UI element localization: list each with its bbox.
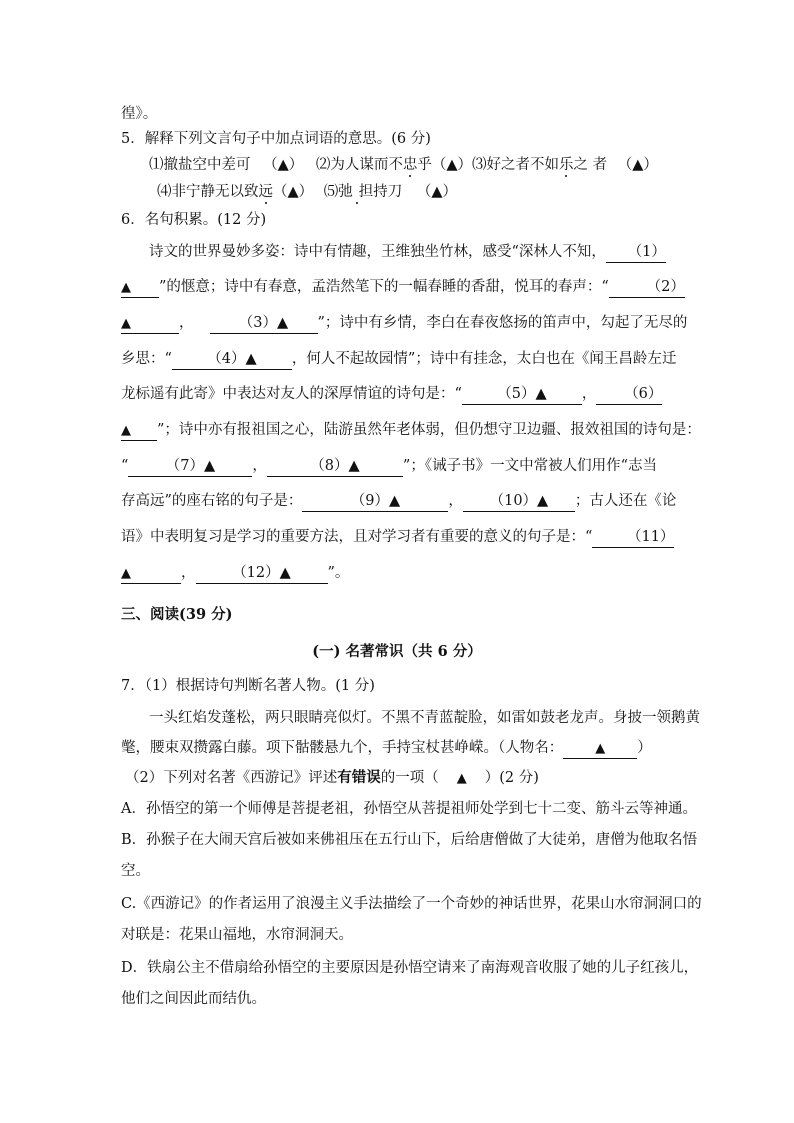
blank-6[interactable]: （6） — [596, 385, 662, 405]
q6-title: 6．名句积累。(12 分) — [121, 212, 267, 228]
blank-9[interactable]: （9）▲ — [302, 492, 448, 512]
section-3-title: 三、阅读(39 分) — [121, 606, 233, 623]
answer-blank[interactable]: ▲ — [456, 771, 467, 786]
blank-5[interactable]: （5）▲ — [462, 385, 582, 405]
q5-title: 5．解释下列文言句子中加点词语的意思。(6 分) — [121, 131, 431, 147]
q6-line10: ▲ ， （12）▲ ”。 — [121, 563, 349, 584]
line-top: 徨》。 — [121, 106, 158, 122]
dotted-char: 忠 — [402, 157, 418, 173]
q7-part2: （2）下列对名著《西游记》评述有错误的一项（ ▲ ）(2 分) — [125, 769, 539, 786]
blank-11[interactable]: （11） — [592, 528, 674, 548]
blank-11-cont[interactable]: ▲ — [121, 564, 181, 584]
q7-poem-line1: 一头红焰发蓬松，两只眼睛亮似灯。不黑不青蓝靛脸，如雷如鼓老龙声。身披一领鹅黄 — [149, 710, 700, 726]
option-b-line1: B．孙猴子在大闹天宫后被如来佛祖压在五行山下，后给唐僧做了大徒弟，唐僧为他取名悟 — [121, 832, 698, 848]
blank-10[interactable]: （10）▲ — [463, 492, 575, 512]
q5-row2: ⑷非宁静无以致远（▲） ⑸弛 担持刀 （▲） — [157, 184, 458, 200]
q6-line4: 乡思：“ （4）▲ ，何人不起故园情”；诗中有挂念，太白也在《闻王昌龄左迁 — [121, 349, 676, 370]
q6-line2: ▲ ”的惬意；诗中有春意，孟浩然笔下的一幅春睡的香甜，悦耳的春声：“ （2） — [121, 277, 685, 298]
q7-part1: 7．（1）根据诗句判断名著人物。(1 分) — [121, 678, 375, 694]
q6-line6: ▲ ”；诗中亦有报祖国之心，陆游虽然年老体弱，但仍想守卫边疆、报效祖国的诗句是： — [121, 420, 701, 441]
option-c-line2: 对联是：花果山福地，水帘洞洞天。 — [121, 927, 353, 943]
q6-line3: ▲ ， （3）▲ ”；诗中有乡情，李白在春夜悠扬的笛声中，勾起了无尽的 — [121, 313, 687, 334]
blank-12[interactable]: （12）▲ — [196, 564, 328, 584]
blank-3[interactable]: （3）▲ — [210, 314, 318, 334]
blank-4[interactable]: （4）▲ — [172, 350, 292, 370]
q6-line5: 龙标遥有此寄》中表达对友人的深厚情谊的诗句是：“ （5）▲ ， （6） — [121, 384, 662, 405]
q5-row1: ⑴撤盐空中差可 （▲） ⑵为人谋而不忠乎（▲）⑶好之者不如乐之 者 （▲） — [149, 157, 658, 173]
section-3-subtitle: (一) 名著常识（共 6 分） — [312, 643, 482, 660]
option-c-line1: C.《西游记》的作者运用了浪漫主义手法描绘了一个奇妙的神话世界，花果山水帘洞洞口的 — [121, 896, 702, 912]
option-b-line2: 空。 — [121, 863, 150, 879]
q6-line7: “ （7）▲ ， （8）▲ ”；《诫子书》一文中常被人们用作“志当 — [121, 456, 657, 477]
character-name-blank[interactable]: ▲ — [563, 739, 637, 759]
q6-line8: 存高远”的座右铭的句子是： （9）▲ ， （10）▲ ；古人还在《论 — [121, 491, 676, 512]
blank-1[interactable]: （1） — [606, 243, 666, 263]
dotted-char: 乐 — [559, 157, 574, 173]
option-d-line2: 他们之间因此而结仇。 — [121, 991, 266, 1007]
blank-2[interactable]: （2） — [609, 278, 685, 298]
blank-6-cont[interactable]: ▲ — [121, 421, 157, 441]
option-a: A．孙悟空的第一个师傅是菩提老祖，孙悟空从菩提祖师处学到七十二变、筋斗云等神通。 — [121, 801, 697, 817]
q6-line9: 语》中表明复习是学习的重要方法，且对学习者有重要的意义的句子是：“ （11） — [121, 527, 674, 548]
q7-poem-line2: 氅，腰束双攒露白藤。项下骷髅悬九个，手持宝杖甚峥嵘。（人物名： ▲ ） — [121, 738, 652, 759]
blank-8[interactable]: （8）▲ — [267, 457, 403, 477]
option-d-line1: D．铁扇公主不借扇给孙悟空的主要原因是孙悟空请来了南海观音收服了她的儿子红孩儿， — [121, 960, 699, 976]
blank-2-cont[interactable]: ▲ — [121, 314, 179, 334]
q6-line1: 诗文的世界曼妙多姿：诗中有情趣，王维独坐竹林，感受“深林人不知， （1） — [149, 242, 666, 263]
blank-1-cont[interactable]: ▲ — [121, 278, 159, 298]
dotted-char: 远 — [258, 184, 273, 200]
blank-7[interactable]: （7）▲ — [128, 457, 252, 477]
